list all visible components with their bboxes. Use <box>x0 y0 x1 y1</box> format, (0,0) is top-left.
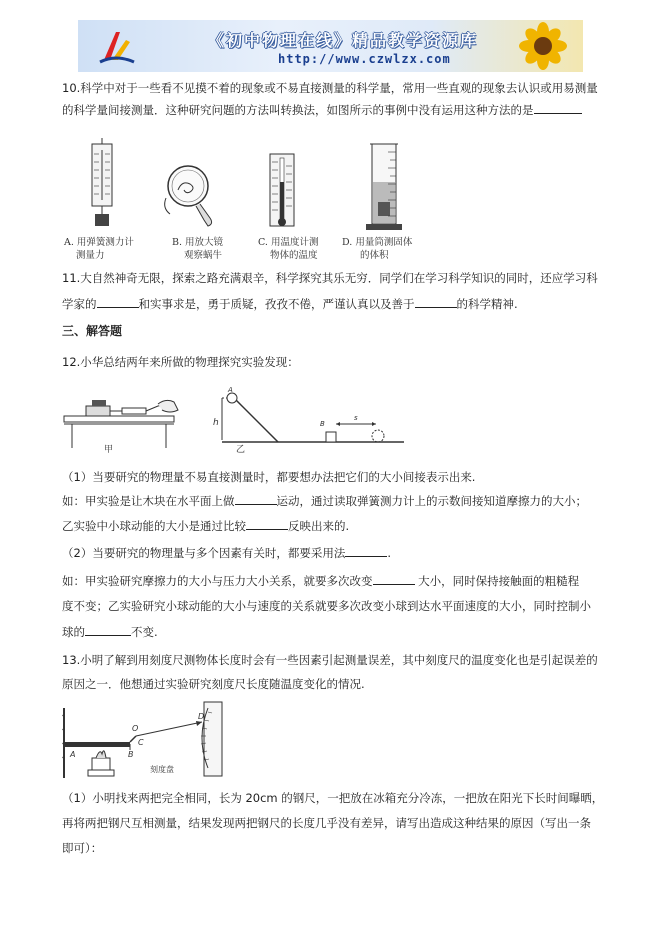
q11-line2-part2: 和实事求是，勇于质疑，孜孜不倦，严谨认真以及善于 <box>138 297 415 311</box>
fig-label-h: h <box>213 418 219 428</box>
q12-p7 <box>62 624 158 640</box>
fig-jia-label: 甲 <box>104 445 114 455</box>
answer-blank[interactable] <box>373 573 415 585</box>
q10-line1: 10.科学中对于一些看不见摸不着的现象或不易直接测量的科学量，常用一些直观的现象去认识或用易测量 <box>62 81 598 95</box>
option-d-line2: 的体积 <box>360 250 389 261</box>
fig13-label-o: O <box>132 724 139 733</box>
q12-p4-part1: （2）当要研究的物理量与多个因素有关时，都要采用法 <box>62 546 346 560</box>
option-a-caption <box>64 236 134 262</box>
q13-line2: 原因之一．他想通过实验研究刻度尺长度随温度变化的情况. <box>62 677 365 691</box>
q12-p1: （1）当要研究的物理量不易直接测量时，都要想办法把它们的大小间接表示出来. <box>62 470 476 484</box>
option-d-caption <box>342 236 412 262</box>
q12-p5-part2: 大小，同时保持接触面的粗糙程 <box>414 574 580 588</box>
ruler-expansion-figure <box>62 698 228 780</box>
answer-blank[interactable] <box>97 296 139 308</box>
answer-blank[interactable] <box>345 545 387 557</box>
q11-line1: 11.大自然神奇无限，探索之路充满艰辛，科学探究其乐无穷．同学们在学习科学知识的同时，还应学习科 <box>62 271 598 285</box>
q11-line2 <box>62 296 518 312</box>
q10-line2-text: 的科学量间接测量．这种研究问题的方法叫转换法，如图所示的事例中没有运用这种方法的是 <box>62 103 534 117</box>
fig13-label-b: B <box>128 750 134 759</box>
logo-icon <box>96 26 136 66</box>
answer-blank[interactable] <box>85 624 131 636</box>
q11-line2-part3: 的科学精神. <box>456 297 518 311</box>
answer-blank[interactable] <box>415 296 457 308</box>
q13-p3: 即可）： <box>62 841 103 855</box>
q12-intro: 12.小华总结两年来所做的物理探究实验发现： <box>62 355 299 369</box>
q12-p2 <box>62 493 587 509</box>
option-d-line1: D. 用量筒测固体 <box>342 237 413 248</box>
section-title: 三、解答题 <box>62 324 123 338</box>
q10-line2 <box>62 102 582 118</box>
q11-line2-part1: 学家的 <box>62 297 97 311</box>
q12-p7-part1: 球的 <box>62 625 85 639</box>
option-b-line2: 观察蜗牛 <box>184 250 223 261</box>
option-b-caption <box>172 236 223 262</box>
q12-p3-part1: 乙实验中小球动能的大小是通过比较 <box>62 519 246 533</box>
sunflower-icon <box>513 22 573 70</box>
fig-yi-label: 乙 <box>236 445 246 455</box>
q12-p5-part1: 如：甲实验研究摩擦力的大小与压力大小关系，就要多次改变 <box>62 574 373 588</box>
graduated-cylinder-figure <box>364 142 404 234</box>
friction-experiment-figure <box>62 390 182 450</box>
banner-title: 《初中物理在线》精品教学资源库 <box>208 31 479 50</box>
option-a-line1: A. 用弹簧测力计 <box>64 237 134 248</box>
option-c-line2: 物体的温度 <box>270 250 318 261</box>
option-c-caption <box>258 236 318 262</box>
fig13-label-a: A <box>70 750 76 759</box>
q12-p7-part2: 不变. <box>131 625 158 639</box>
q12-p3 <box>62 518 349 534</box>
q12-p4 <box>62 545 391 561</box>
q12-p2-part2: 运动，通过读取弹簧测力计上的示数间接知道摩擦力的大小； <box>276 494 587 508</box>
fig-label-s: s <box>354 414 358 422</box>
fig13-label-dial: 刻度盘 <box>150 765 174 774</box>
option-c-line1: C. 用温度计测 <box>258 237 319 248</box>
header-banner <box>78 20 583 72</box>
q13-p1: （1）小明找来两把完全相同，长为 20cm 的钢尺，一把放在冰箱充分冷冻，一把放在阳光下长时间曝晒， <box>62 791 604 805</box>
q12-p3-part2: 反映出来的. <box>288 519 350 533</box>
spring-scale-figure <box>82 138 122 230</box>
answer-blank[interactable] <box>235 493 277 505</box>
answer-blank[interactable] <box>534 102 582 114</box>
q12-p5 <box>62 573 579 589</box>
fig-label-a: A <box>228 386 233 394</box>
q13-p2: 再将两把钢尺互相测量，结果发现两把钢尺的长度几乎没有差异，请写出造成这种结果的原因（写出一条 <box>62 816 591 830</box>
q12-p6: 度不变；乙实验研究小球动能的大小与速度的关系就要多次改变小球到达水平面速度的大小，同时控制小 <box>62 599 591 613</box>
banner-url: http://www.czwlzx.com <box>278 52 451 66</box>
q13-line1: 13.小明了解到用刻度尺测物体长度时会有一些因素引起测量误差，其中刻度尺的温度变化也是引起误差的 <box>62 653 598 667</box>
fig13-label-d: D <box>198 712 205 721</box>
option-a-line2: 测量力 <box>76 250 105 261</box>
fig-label-b: B <box>320 420 325 428</box>
fig13-label-c: C <box>138 738 144 747</box>
q12-p2-part1: 如：甲实验是让木块在水平面上做 <box>62 494 235 508</box>
answer-blank[interactable] <box>246 518 288 530</box>
option-b-line1: B. 用放大镜 <box>172 237 224 248</box>
thermometer-figure <box>262 152 302 232</box>
q12-p4-part2: . <box>387 546 391 560</box>
magnifier-figure <box>160 160 220 230</box>
